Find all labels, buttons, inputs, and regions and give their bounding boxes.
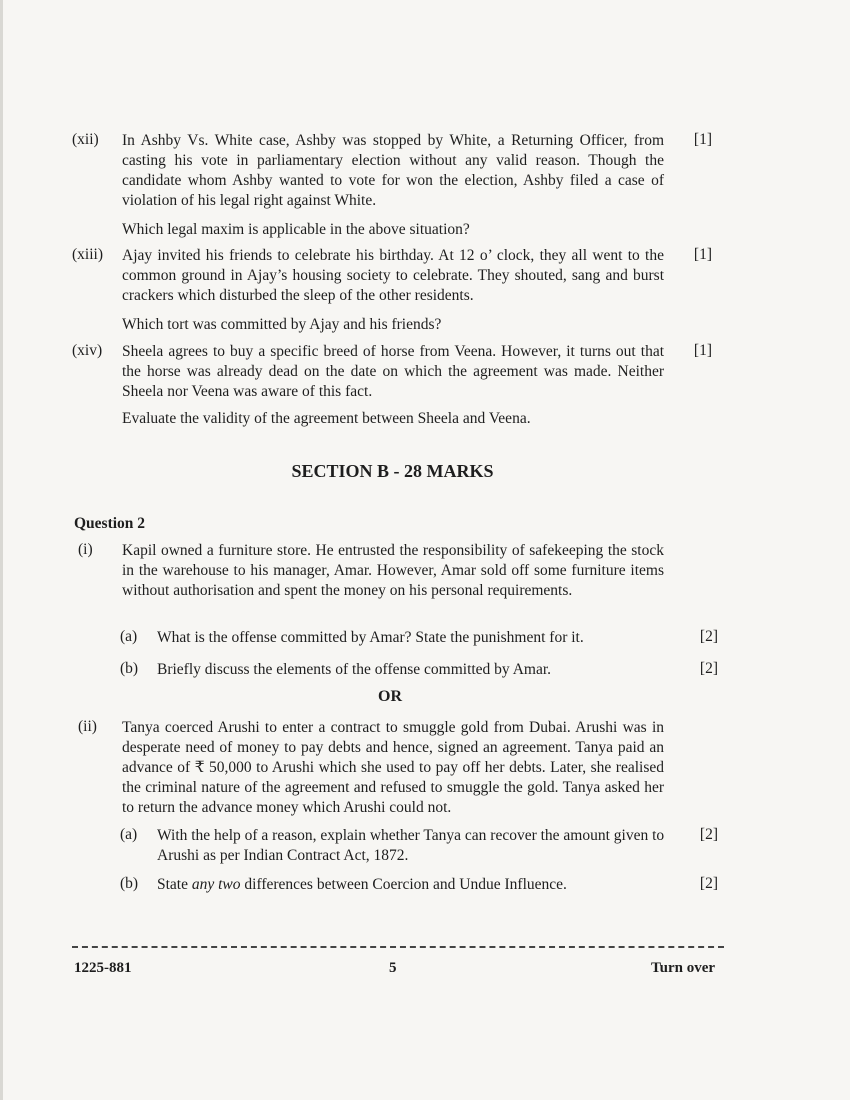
- marks-label: [1]: [693, 131, 712, 148]
- sub-question-text: What is the offense committed by Amar? State the punishment for it.: [157, 629, 584, 646]
- paper-code: 1225-881: [74, 960, 132, 976]
- sub-question-text: [157, 875, 672, 895]
- question-ask: Evaluate the validity of the agreement between Sheela and Veena.: [122, 410, 531, 427]
- question-number: (ii): [78, 718, 97, 735]
- question-text: Sheela agrees to buy a specific breed of horse from Veena. However, it turns out that the horse was already dead on the date on which the agreement was made. Neither Sheela nor Veena was aware of this fact.: [122, 343, 664, 400]
- question-ask: Which tort was committed by Ajay and his friends?: [122, 316, 442, 333]
- question-text: Ajay invited his friends to celebrate his birthday. At 12 o’ clock, they all went to the common ground in Ajay’s housing society to celebrate. They shouted, sang and burst crackers which disturbed the sleep of the other residents.: [122, 247, 664, 304]
- sub-question-text: Briefly discuss the elements of the offense committed by Amar.: [157, 661, 552, 678]
- question-number: (xii): [72, 131, 99, 148]
- page-number: 5: [389, 960, 397, 976]
- question-number: (xiv): [72, 342, 103, 359]
- marks-label: [2]: [699, 875, 718, 892]
- sub-question-label: (b): [120, 875, 139, 892]
- or-divider: OR: [378, 688, 402, 705]
- sub-question-label: (a): [120, 628, 138, 645]
- sub-question-text: With the help of a reason, explain whether Tanya can recover the amount given to Arushi as per Indian Contract Act, 1872.: [157, 827, 665, 864]
- marks-label: [1]: [693, 342, 712, 359]
- question-heading: Question 2: [74, 515, 146, 532]
- sub-question-text-start: State: [157, 876, 192, 893]
- sub-question-text-end: differences between Coercion and Undue Influence.: [240, 876, 567, 893]
- question-number: (xiii): [72, 246, 103, 263]
- footer-divider: [72, 946, 724, 948]
- sub-question-label: (a): [120, 826, 138, 843]
- question-ask: Which legal maxim is applicable in the above situation?: [122, 221, 470, 238]
- scan-edge: [0, 0, 3, 1100]
- turn-over-label: Turn over: [651, 960, 716, 976]
- question-number: (i): [78, 541, 93, 558]
- question-text: Tanya coerced Arushi to enter a contract to smuggle gold from Dubai. Arushi was in desperate need of money to pay debts and hence, signed an agreement. Tanya paid an advance of ₹ 50,000 to Arushi which she used to pay off her debts. Later, she realised the criminal nature of the agreement and refused to smuggle the gold. Tanya asked her to return the advance money which Arushi could not.: [122, 719, 664, 816]
- sub-question-emphasis: any two: [191, 876, 241, 893]
- sub-question-label: (b): [120, 660, 139, 677]
- marks-label: [2]: [699, 826, 718, 843]
- marks-label: [1]: [693, 246, 712, 263]
- marks-label: [2]: [699, 628, 718, 645]
- marks-label: [2]: [699, 660, 718, 677]
- section-title: SECTION B - 28 MARKS: [291, 461, 494, 481]
- question-text: In Ashby Vs. White case, Ashby was stopped by White, a Returning Officer, from casting his vote in parliamentary election without any valid reason. Though the candidate whom Ashby wanted to vote for won the election, Ashby filed a case of violation of his legal right against White.: [122, 132, 664, 209]
- question-text: Kapil owned a furniture store. He entrusted the responsibility of safekeeping the stock in the warehouse to his manager, Amar. However, Amar sold off some furniture items without authorisation and spent the money on his personal requirements.: [122, 542, 664, 599]
